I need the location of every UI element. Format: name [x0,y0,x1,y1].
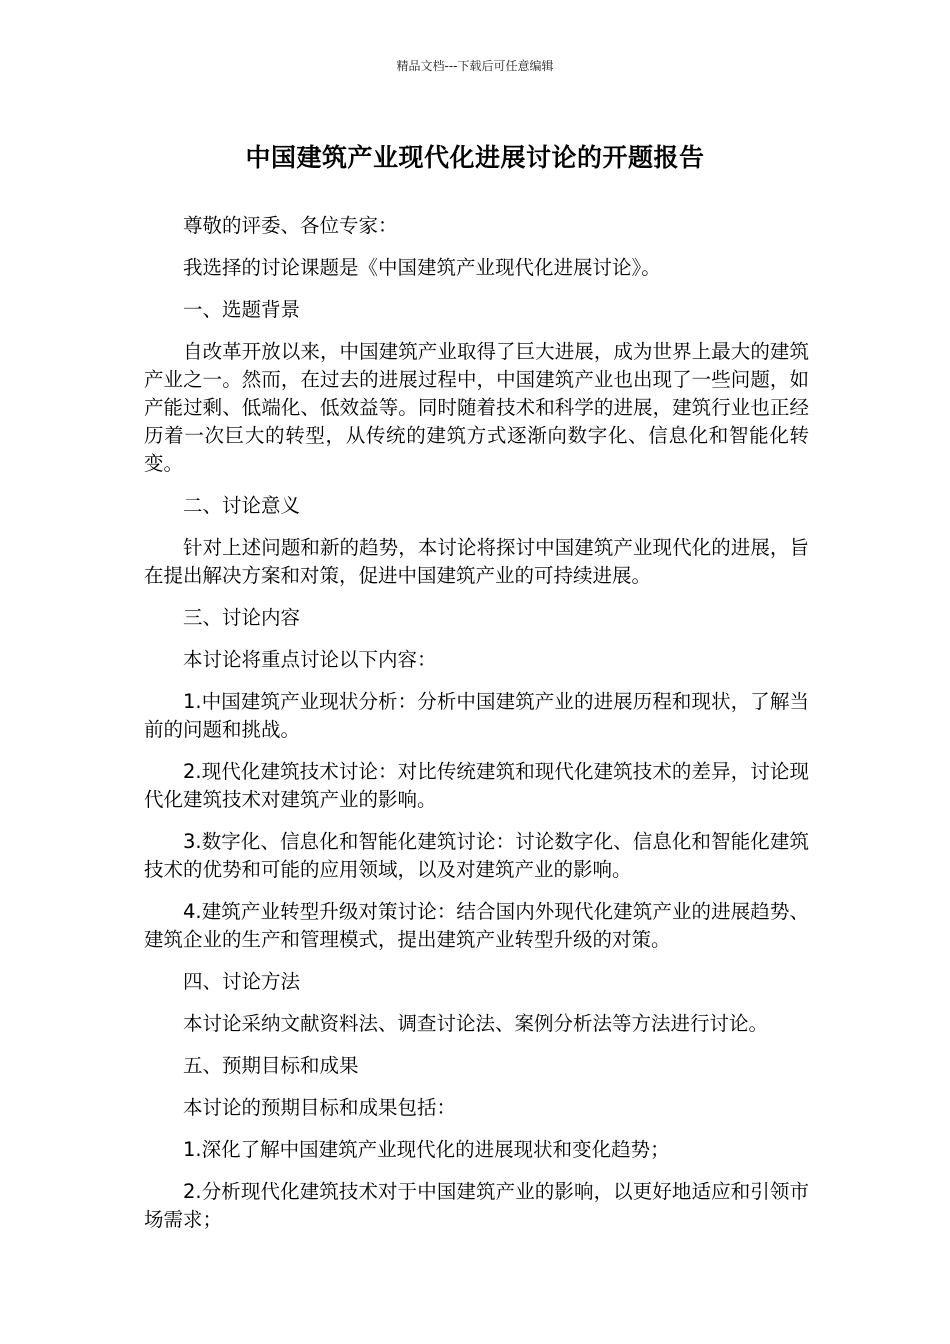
content-item-1: 1.中国建筑产业现状分析：分析中国建筑产业的进展历程和现状，了解当前的问题和挑战。 [144,690,809,741]
methods-paragraph: 本讨论采纳文献资料法、调查讨论法、案例分析法等方法进行讨论。 [183,1012,769,1035]
section-heading-content: 三、讨论内容 [183,606,301,629]
outcome-item-1: 1.深化了解中国建筑产业现代化的进展现状和变化趋势； [183,1138,670,1161]
salutation: 尊敬的评委、各位专家： [183,214,398,237]
page-header: 精品文档---下载后可任意编辑 [396,59,554,73]
content-item-4: 4.建筑产业转型升级对策讨论：结合国内外现代化建筑产业的进展趋势、建筑企业的生产和管理模式，提出建筑产业转型升级的对策。 [144,900,809,951]
document-title: 中国建筑产业现代化进展讨论的开题报告 [245,143,705,172]
section-heading-significance: 二、讨论意义 [183,494,301,517]
outcome-item-2: 2.分析现代化建筑技术对于中国建筑产业的影响，以更好地适应和引领市场需求； [144,1180,809,1231]
outcomes-intro: 本讨论的预期目标和成果包括： [183,1096,457,1119]
content-intro: 本讨论将重点讨论以下内容： [183,648,437,671]
section-heading-background: 一、选题背景 [183,298,301,321]
content-item-3: 3.数字化、信息化和智能化建筑讨论：讨论数字化、信息化和智能化建筑技术的优势和可能的应用领域，以及对建筑产业的影响。 [144,830,809,881]
content-item-2: 2.现代化建筑技术讨论：对比传统建筑和现代化建筑技术的差异，讨论现代化建筑技术对建筑产业的影响。 [144,760,809,811]
significance-paragraph: 针对上述问题和新的趋势，本讨论将探讨中国建筑产业现代化的进展，旨在提出解决方案和对策，促进中国建筑产业的可持续进展。 [144,536,809,587]
section-heading-methods: 四、讨论方法 [183,970,301,993]
document-body [144,212,809,1248]
background-paragraph: 自改革开放以来，中国建筑产业取得了巨大进展，成为世界上最大的建筑产业之一。然而，在过去的进展过程中，中国建筑产业也出现了一些问题，如产能过剩、低端化、低效益等。同时随着技术和科学的进展，建筑行业也正经历着一次巨大的转型，从传统的建筑方式逐渐向数字化、信息化和智能化转变。 [144,340,809,475]
topic-statement: 我选择的讨论课题是《中国建筑产业现代化进展讨论》。 [183,256,661,279]
section-heading-outcomes: 五、预期目标和成果 [183,1054,359,1077]
